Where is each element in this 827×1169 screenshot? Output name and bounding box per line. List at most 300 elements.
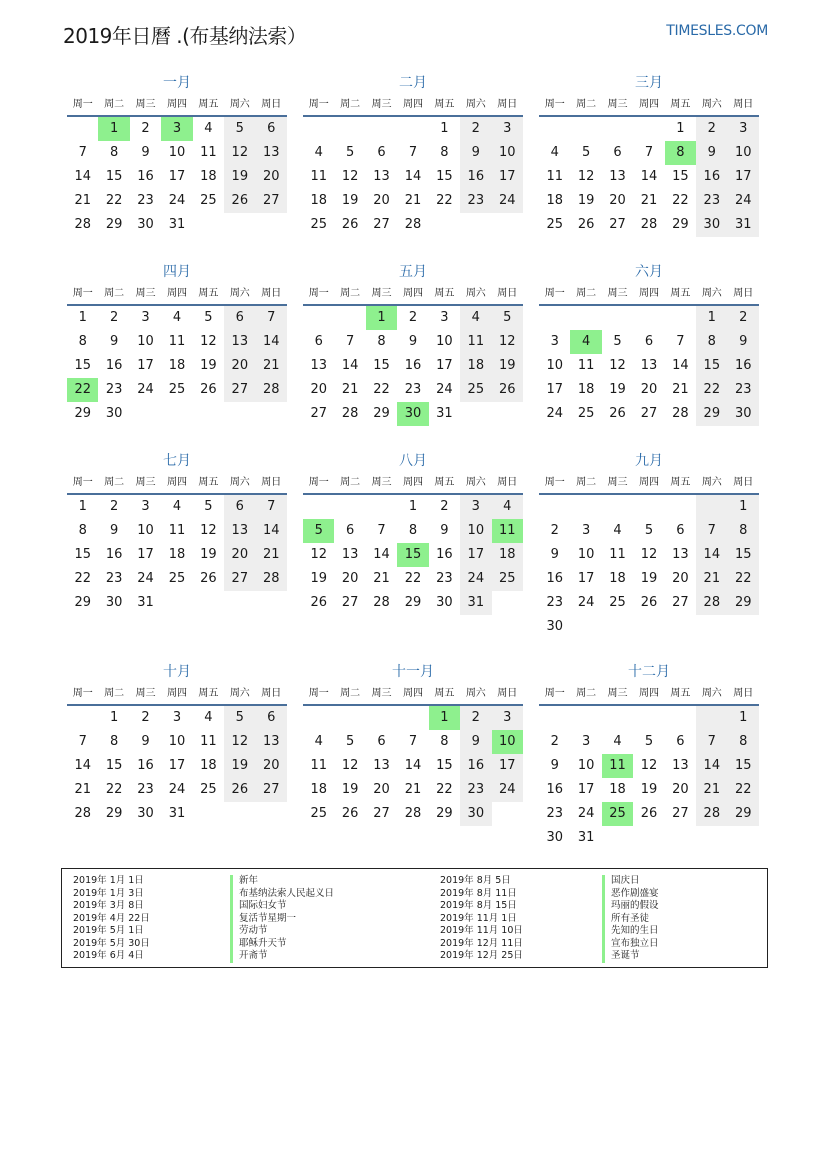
empty-cell	[397, 117, 428, 141]
holiday-day: 1	[98, 117, 129, 141]
weekday-label: 周四	[638, 288, 659, 299]
weekday-label: 周二	[340, 99, 361, 110]
day-cell: 19	[492, 354, 523, 378]
weekday-header	[67, 94, 287, 117]
day-cell: 9	[460, 141, 491, 165]
day-cell: 18	[460, 354, 491, 378]
weekday-label: 周六	[229, 288, 250, 299]
day-cell: 1	[696, 306, 727, 330]
day-cell: 3	[172, 710, 182, 725]
empty-cell	[303, 117, 334, 141]
day-cell: 30	[105, 406, 123, 421]
day-cell: 10	[137, 334, 154, 349]
day-cell: 19	[200, 358, 217, 373]
day-cell: 16	[137, 169, 154, 184]
empty-cell	[303, 706, 334, 730]
day-cell: 6	[224, 495, 255, 519]
holiday-date: 2019年 12月 11日	[440, 937, 523, 949]
day-cell: 7	[644, 145, 654, 160]
holiday-day: 4	[570, 330, 601, 354]
holiday-names-left	[230, 875, 334, 963]
day-cell: 23	[105, 382, 123, 397]
holiday-day: 15	[397, 543, 428, 567]
day-cell: 21	[672, 382, 689, 397]
day-grid	[303, 495, 523, 615]
day-cell: 30	[728, 402, 759, 426]
month-calendar	[303, 661, 523, 826]
day-cell: 24	[436, 382, 453, 397]
day-cell: 16	[728, 354, 759, 378]
weekday-label: 周日	[733, 688, 754, 699]
day-cell: 9	[728, 330, 759, 354]
month-calendar	[539, 661, 759, 850]
month-name: 十月	[163, 664, 191, 680]
weekday-header	[303, 683, 523, 706]
day-cell: 31	[168, 217, 186, 232]
day-cell: 30	[137, 806, 154, 821]
day-cell: 4	[204, 121, 213, 136]
day-cell: 13	[341, 547, 359, 562]
day-cell: 7	[256, 495, 287, 519]
day-cell: 5	[492, 306, 523, 330]
day-cell: 18	[200, 169, 217, 184]
day-cell: 24	[137, 382, 154, 397]
day-cell: 6	[377, 145, 386, 160]
day-cell: 28	[256, 378, 287, 402]
weekday-header	[539, 472, 759, 495]
day-cell: 31	[436, 406, 453, 421]
day-cell: 30	[105, 595, 123, 610]
day-cell: 19	[640, 571, 658, 586]
day-cell: 23	[460, 189, 491, 213]
day-cell: 26	[224, 778, 255, 802]
day-cell: 9	[550, 547, 559, 562]
day-cell: 11	[609, 547, 626, 562]
weekday-label: 周四	[166, 688, 187, 699]
day-cell: 25	[310, 217, 327, 232]
day-cell: 26	[341, 217, 359, 232]
weekday-label: 周四	[638, 477, 659, 488]
empty-cell	[334, 495, 365, 519]
day-cell: 4	[460, 306, 491, 330]
day-cell: 22	[105, 193, 123, 208]
day-cell: 2	[696, 117, 727, 141]
day-cell: 23	[728, 378, 759, 402]
weekday-header	[303, 472, 523, 495]
holiday-day: 11	[602, 754, 633, 778]
month-calendar	[67, 450, 287, 615]
day-cell: 9	[550, 758, 559, 773]
month-name: 一月	[163, 75, 191, 91]
day-cell: 23	[137, 193, 154, 208]
holiday-day: 8	[665, 141, 696, 165]
day-cell: 27	[224, 567, 255, 591]
weekday-label: 周三	[371, 477, 392, 488]
day-cell: 1	[408, 499, 418, 514]
day-cell: 18	[200, 758, 217, 773]
day-cell: 24	[728, 189, 759, 213]
day-cell: 5	[224, 117, 255, 141]
day-cell: 25	[200, 782, 217, 797]
day-cell: 13	[256, 730, 287, 754]
day-cell: 27	[672, 806, 689, 821]
day-cell: 25	[168, 382, 186, 397]
day-cell: 26	[224, 189, 255, 213]
day-cell: 26	[640, 595, 658, 610]
day-cell: 9	[141, 145, 150, 160]
day-cell: 20	[609, 193, 626, 208]
day-cell: 12	[341, 758, 359, 773]
day-cell: 13	[224, 519, 255, 543]
weekday-label: 周二	[104, 99, 125, 110]
day-cell: 29	[728, 591, 759, 615]
weekday-label: 周五	[670, 288, 691, 299]
empty-cell	[570, 306, 601, 330]
day-cell: 20	[373, 193, 390, 208]
weekday-label: 周三	[371, 288, 392, 299]
weekday-label: 周日	[733, 99, 754, 110]
empty-cell	[303, 495, 334, 519]
day-cell: 6	[644, 334, 654, 349]
day-cell: 13	[373, 758, 390, 773]
day-grid	[539, 306, 759, 426]
day-cell: 8	[408, 523, 418, 538]
month-calendar	[539, 72, 759, 237]
day-cell: 13	[373, 169, 390, 184]
day-cell: 5	[581, 145, 591, 160]
day-cell: 11	[200, 145, 217, 160]
holiday-day: 5	[303, 519, 334, 543]
day-cell: 10	[137, 523, 154, 538]
day-cell: 5	[204, 310, 213, 325]
weekday-label: 周日	[261, 288, 282, 299]
day-cell: 4	[492, 495, 523, 519]
day-cell: 25	[609, 595, 626, 610]
holiday-name: 所有圣徒	[602, 913, 659, 926]
day-cell: 2	[728, 306, 759, 330]
empty-cell	[539, 706, 570, 730]
day-grid	[539, 117, 759, 237]
day-cell: 9	[109, 334, 119, 349]
empty-cell	[633, 117, 664, 141]
day-cell: 20	[341, 571, 359, 586]
day-cell: 21	[696, 567, 727, 591]
day-cell: 14	[404, 169, 422, 184]
day-cell: 23	[546, 595, 563, 610]
empty-cell	[366, 706, 397, 730]
month-name: 七月	[163, 453, 191, 469]
day-cell: 2	[408, 310, 418, 325]
day-cell: 23	[436, 571, 453, 586]
day-cell: 13	[640, 358, 658, 373]
day-cell: 9	[696, 141, 727, 165]
empty-cell	[334, 306, 365, 330]
holiday-day: 25	[602, 802, 633, 826]
day-cell: 30	[460, 802, 491, 826]
day-cell: 26	[341, 806, 359, 821]
day-cell: 1	[78, 499, 87, 514]
day-cell: 13	[672, 758, 689, 773]
weekday-label: 周二	[104, 688, 125, 699]
weekday-label: 周日	[497, 688, 518, 699]
weekday-label: 周二	[576, 288, 597, 299]
day-cell: 21	[74, 782, 91, 797]
holiday-date: 2019年 3月 8日	[73, 900, 144, 911]
day-cell: 12	[224, 141, 255, 165]
weekday-label: 周六	[465, 288, 486, 299]
weekday-label: 周六	[229, 477, 250, 488]
month-name: 五月	[399, 264, 427, 280]
day-cell: 29	[672, 217, 689, 232]
day-grid	[303, 306, 523, 426]
day-cell: 22	[436, 193, 453, 208]
day-cell: 12	[609, 358, 626, 373]
day-cell: 15	[696, 354, 727, 378]
month-calendar	[303, 72, 523, 237]
day-cell: 24	[168, 193, 186, 208]
month-name: 九月	[635, 453, 663, 469]
day-cell: 16	[546, 782, 563, 797]
weekday-label: 周四	[638, 99, 659, 110]
day-cell: 14	[74, 758, 91, 773]
holiday-name: 开斋节	[230, 950, 334, 963]
day-cell: 29	[74, 595, 91, 610]
day-cell: 18	[310, 782, 327, 797]
day-cell: 2	[141, 121, 150, 136]
day-cell: 16	[105, 547, 123, 562]
empty-cell	[696, 706, 727, 730]
day-cell: 10	[546, 358, 563, 373]
day-cell: 15	[728, 754, 759, 778]
holiday-date: 2019年 12月 25日	[440, 950, 523, 961]
day-cell: 20	[310, 382, 327, 397]
month-name: 三月	[635, 75, 663, 91]
holiday-name: 耶稣升天节	[230, 938, 334, 951]
empty-cell	[539, 117, 570, 141]
day-cell: 28	[672, 406, 689, 421]
day-cell: 9	[408, 334, 418, 349]
holiday-date: 2019年 8月 11日	[440, 887, 517, 899]
day-cell: 12	[310, 547, 327, 562]
day-cell: 27	[672, 595, 689, 610]
day-cell: 19	[310, 571, 327, 586]
day-cell: 29	[105, 217, 123, 232]
empty-cell	[633, 495, 664, 519]
day-cell: 20	[256, 754, 287, 778]
holiday-name: 劳动节	[230, 925, 334, 938]
month-name: 十二月	[628, 664, 670, 680]
weekday-label: 周四	[166, 288, 187, 299]
day-cell: 28	[404, 806, 422, 821]
day-cell: 15	[373, 358, 390, 373]
day-cell: 11	[310, 758, 327, 773]
day-cell: 19	[609, 382, 626, 397]
holiday-date: 2019年 11月 1日	[440, 912, 517, 924]
day-cell: 27	[256, 778, 287, 802]
weekday-header	[67, 472, 287, 495]
day-cell: 15	[74, 547, 91, 562]
weekday-label: 周二	[576, 99, 597, 110]
weekday-label: 周四	[402, 288, 423, 299]
day-cell: 7	[256, 306, 287, 330]
empty-cell	[633, 306, 664, 330]
day-cell: 11	[546, 169, 563, 184]
weekday-label: 周三	[607, 688, 628, 699]
weekday-header	[67, 683, 287, 706]
day-cell: 13	[310, 358, 327, 373]
holiday-name: 国庆日	[602, 875, 659, 888]
day-cell: 19	[577, 193, 595, 208]
day-cell: 14	[373, 547, 390, 562]
weekday-label: 周二	[340, 688, 361, 699]
holiday-name: 国际妇女节	[230, 900, 334, 913]
day-cell: 19	[640, 782, 658, 797]
weekday-label: 周日	[261, 99, 282, 110]
holiday-day: 1	[366, 306, 397, 330]
day-cell: 3	[460, 495, 491, 519]
day-cell: 17	[577, 782, 595, 797]
month-calendar	[67, 261, 287, 426]
day-cell: 29	[105, 806, 123, 821]
day-cell: 1	[728, 495, 759, 519]
weekday-label: 周六	[229, 99, 250, 110]
day-cell: 8	[440, 145, 449, 160]
holiday-day: 30	[397, 402, 428, 426]
page-title: 2019年日曆 .(布基纳法索）	[63, 24, 307, 48]
day-cell: 6	[345, 523, 355, 538]
holiday-name: 布基纳法索人民起义日	[230, 888, 334, 901]
weekday-label: 周四	[638, 688, 659, 699]
day-cell: 17	[137, 547, 154, 562]
day-cell: 3	[492, 706, 523, 730]
weekday-label: 周二	[104, 477, 125, 488]
holiday-name: 玛丽的假设	[602, 900, 659, 913]
day-cell: 19	[224, 165, 255, 189]
weekday-label: 周三	[371, 99, 392, 110]
weekday-header	[303, 94, 523, 117]
holiday-day: 22	[67, 378, 98, 402]
day-cell: 27	[609, 217, 626, 232]
weekday-label: 周日	[261, 477, 282, 488]
day-cell: 27	[341, 595, 359, 610]
day-cell: 17	[546, 382, 563, 397]
day-cell: 3	[581, 734, 591, 749]
holiday-dates-left	[73, 875, 150, 963]
day-cell: 19	[341, 193, 359, 208]
day-cell: 22	[373, 382, 390, 397]
day-cell: 21	[74, 193, 91, 208]
day-cell: 24	[577, 806, 595, 821]
empty-cell	[570, 117, 601, 141]
day-cell: 26	[310, 595, 327, 610]
empty-cell	[397, 706, 428, 730]
day-cell: 22	[672, 193, 689, 208]
holiday-day: 10	[492, 730, 523, 754]
weekday-label: 周日	[497, 288, 518, 299]
day-cell: 17	[137, 358, 154, 373]
day-cell: 10	[577, 758, 595, 773]
day-cell: 12	[200, 334, 217, 349]
day-cell: 23	[105, 571, 123, 586]
day-cell: 29	[436, 806, 453, 821]
day-cell: 8	[728, 519, 759, 543]
day-cell: 6	[676, 523, 685, 538]
weekday-label: 周日	[733, 477, 754, 488]
day-cell: 29	[728, 802, 759, 826]
month-calendar	[303, 450, 523, 615]
day-cell: 31	[460, 591, 491, 615]
day-cell: 31	[137, 595, 154, 610]
day-cell: 20	[256, 165, 287, 189]
day-cell: 14	[256, 330, 287, 354]
holiday-dates-right	[440, 875, 523, 963]
weekday-label: 周五	[198, 99, 219, 110]
day-cell: 20	[224, 354, 255, 378]
weekday-label: 周二	[340, 477, 361, 488]
day-cell: 5	[644, 734, 654, 749]
day-cell: 14	[640, 169, 658, 184]
day-cell: 7	[408, 734, 418, 749]
holiday-day: 11	[492, 519, 523, 543]
day-cell: 10	[460, 519, 491, 543]
day-cell: 18	[168, 547, 186, 562]
weekday-label: 周一	[544, 688, 565, 699]
day-cell: 28	[341, 406, 359, 421]
holiday-date: 2019年 6月 4日	[73, 950, 144, 961]
day-cell: 22	[696, 378, 727, 402]
day-cell: 21	[404, 193, 422, 208]
day-cell: 14	[256, 519, 287, 543]
weekday-label: 周二	[576, 688, 597, 699]
empty-cell	[334, 117, 365, 141]
weekday-label: 周六	[701, 688, 722, 699]
weekday-label: 周五	[198, 477, 219, 488]
weekday-label: 周六	[465, 477, 486, 488]
weekday-label: 周二	[340, 288, 361, 299]
day-cell: 7	[408, 145, 418, 160]
day-cell: 27	[640, 406, 658, 421]
weekday-label: 周四	[402, 99, 423, 110]
day-cell: 21	[640, 193, 658, 208]
day-cell: 17	[577, 571, 595, 586]
empty-cell	[366, 117, 397, 141]
day-cell: 17	[168, 169, 186, 184]
weekday-label: 周三	[607, 477, 628, 488]
day-grid	[539, 495, 759, 639]
holiday-name: 先知的生日	[602, 925, 659, 938]
holiday-list	[61, 868, 768, 968]
site-link[interactable]: TIMESLES.COM	[666, 23, 768, 39]
day-cell: 16	[404, 358, 422, 373]
month-calendar	[539, 450, 759, 639]
holiday-name: 复活节星期一	[230, 913, 334, 926]
weekday-label: 周五	[434, 688, 455, 699]
weekday-label: 周三	[135, 477, 156, 488]
day-cell: 15	[74, 358, 91, 373]
day-cell: 10	[577, 547, 595, 562]
weekday-label: 周三	[607, 99, 628, 110]
day-cell: 1	[440, 121, 449, 136]
day-cell: 5	[224, 706, 255, 730]
day-grid	[303, 117, 523, 237]
weekday-label: 周六	[701, 288, 722, 299]
day-cell: 4	[204, 710, 213, 725]
day-cell: 16	[696, 165, 727, 189]
weekday-label: 周三	[135, 99, 156, 110]
day-cell: 28	[696, 802, 727, 826]
day-cell: 2	[460, 117, 491, 141]
day-grid	[67, 117, 287, 237]
